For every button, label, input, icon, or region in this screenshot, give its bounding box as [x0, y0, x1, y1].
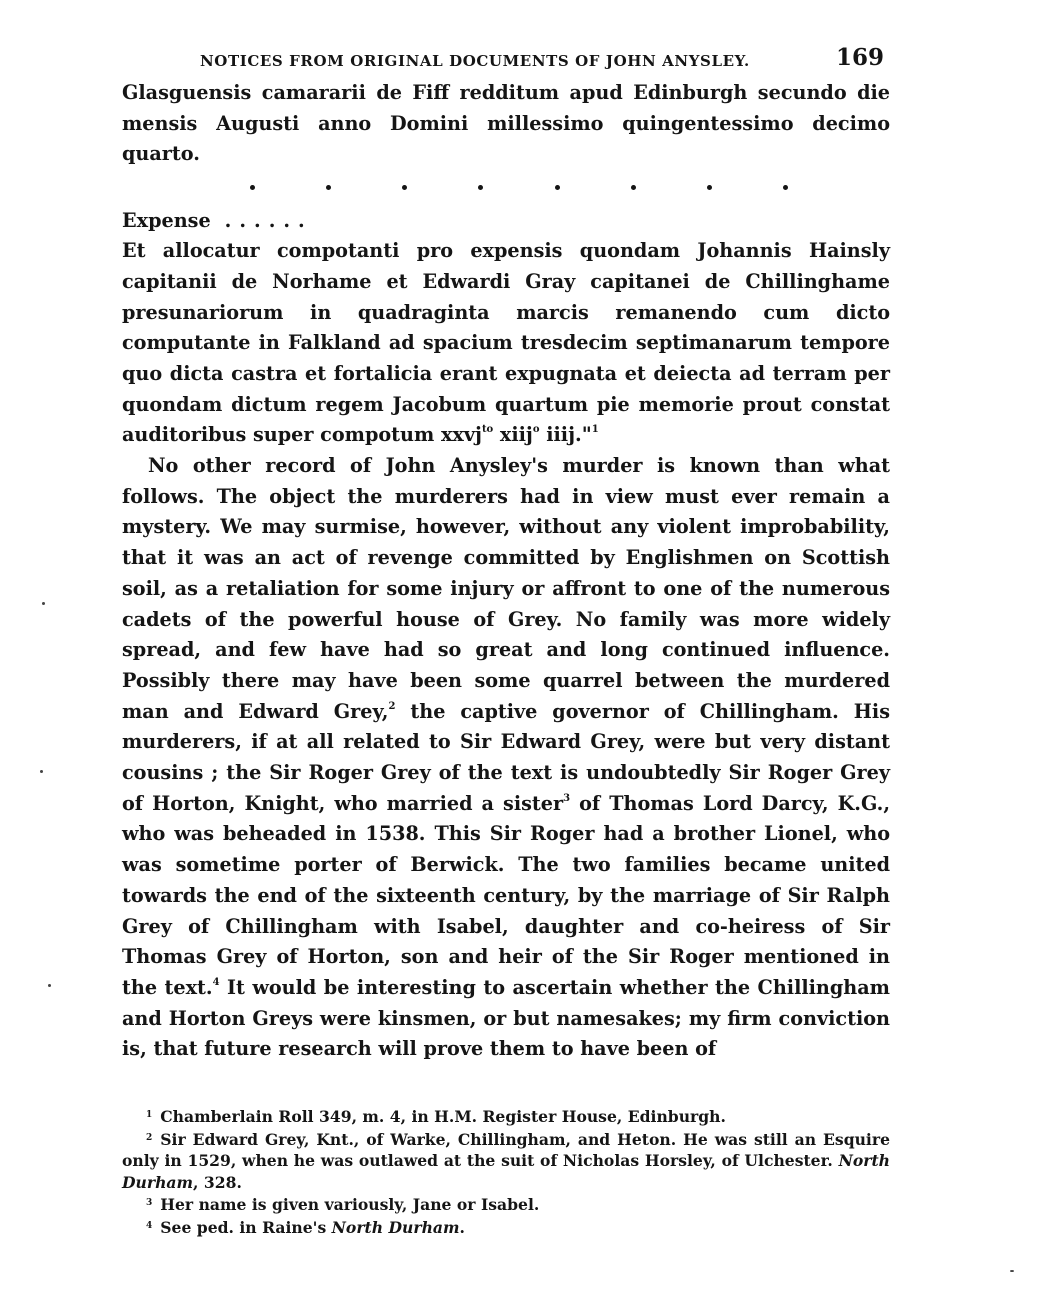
footnote-marker: 4	[146, 1221, 153, 1232]
expense-tail: iiij."	[539, 423, 592, 447]
paragraph-part-1: No other record of John Anysley's murder is known than what follows. The object the murderers had in view must ever remain a mystery. We may surmise, however, without any violent improbability, that it was an act of revenge committed by Englishmen on Scottish soil, as a retaliation for some injury or affront to one of the numerous cadets of the powerful house of Grey. No family was more widely spread, and few have had so great and long continued influence. Possibly there may have been some quarrel between the murdered man and Edward Grey,	[122, 454, 890, 723]
footnote-italic-title: North Durham	[331, 1218, 460, 1238]
scan-speck	[40, 770, 43, 773]
omission-dot	[326, 185, 331, 190]
expense-dots: ......	[224, 209, 313, 233]
running-title: NOTICES FROM ORIGINAL DOCUMENTS OF JOHN ANYSLEY.	[200, 52, 750, 70]
footnote-4	[122, 1216, 890, 1239]
scan-speck	[1010, 1270, 1014, 1272]
footnote-3	[122, 1193, 890, 1216]
omission-dot	[631, 185, 636, 190]
paragraph-part-3: of Thomas Lord Darcy, K.G., who was beheaded in 1538. This Sir Roger had a brother Lionel, who was sometime porter of Berwick. The two families became united towards the end of the sixteenth century, by the marriage of Sir Ralph Grey of Chillingham with Isabel, daughter and co-heiress of Sir Thomas Grey of Horton, son and heir of the Sir Roger mentioned in the text.	[122, 791, 891, 999]
omission-dot	[707, 185, 712, 190]
footnote-tail: , 328.	[193, 1172, 242, 1192]
footnote-ref-4: 4	[212, 976, 220, 988]
footnote-italic-title: North Durham	[122, 1151, 890, 1192]
scan-speck	[42, 602, 45, 605]
expense-sup-to: to	[481, 424, 494, 436]
expense-heading	[122, 206, 890, 236]
omission-dots	[122, 170, 890, 204]
footnotes	[122, 1105, 890, 1239]
page-number: 169	[835, 44, 884, 71]
expense-entry	[122, 236, 890, 451]
paragraph-part-2: the captive governor of Chillingham. His murderers, if at all related to Sir Edward Grey, were but very distant cousins ; the Sir Roger Grey of the text is undoubtedly Sir Roger Grey of Horton, Knight, who married a sister	[122, 699, 890, 815]
footnote-marker: 3	[146, 1198, 153, 1209]
footnote-ref-1: 1	[591, 424, 599, 436]
running-head	[122, 44, 890, 78]
footnote-2	[122, 1128, 890, 1194]
book-page	[122, 44, 890, 1239]
footnote-marker: 1	[146, 1110, 153, 1121]
footnote-tail: .	[459, 1218, 465, 1238]
expense-sup-o: o	[532, 424, 540, 436]
footnote-ref-3: 3	[563, 792, 571, 804]
footnote-text: See ped. in Raine's	[160, 1218, 332, 1238]
expense-label: Expense	[122, 209, 211, 233]
main-paragraph	[122, 451, 890, 1065]
footnote-marker: 2	[146, 1132, 153, 1143]
omission-dot	[402, 185, 407, 190]
paragraph-part-4: It would be interesting to ascertain whether the Chillingham and Horton Greys were kinsmen, or but namesakes; my firm conviction is, that future research will prove them to have been of	[122, 975, 890, 1061]
latin-continuation: Glasguensis camararii de Fiff redditum apud Edinburgh secundo die mensis Augusti anno Domini millessimo quingentessimo decimo quarto.	[122, 81, 890, 166]
footnote-text: Her name is given variously, Jane or Isabel.	[160, 1195, 540, 1215]
scan-speck	[48, 984, 51, 987]
footnote-1	[122, 1105, 890, 1128]
footnote-text: Sir Edward Grey, Knt., of Warke, Chillingham, and Heton. He was still an Esquire only in 1529, when he was outlawed at the suit of Nicholas Horsley, of Ulchester.	[122, 1129, 890, 1171]
omission-dot	[783, 185, 788, 190]
footnote-ref-2: 2	[388, 700, 396, 712]
omission-dot	[555, 185, 560, 190]
expense-entry-text: Et allocatur compotanti pro expensis quondam Johannis Hainsly capitanii de Norhame et Edwardi Gray capitanei de Chillinghame presunariorum in quadraginta marcis remanendo cum dicto computante in Falkland ad spacium tresdecim septimanarum tempore quo dicta castra et fortalicia erant expugnata et deiecta ad terram per quondam dictum regem Jacobum quartum pie memorie prout constat auditoribus super compotum xxvj	[122, 239, 890, 447]
omission-dot	[478, 185, 483, 190]
footnote-text: Chamberlain Roll 349, m. 4, in H.M. Register House, Edinburgh.	[160, 1107, 726, 1127]
omission-dot	[250, 185, 255, 190]
expense-xiij: xiij	[493, 423, 533, 447]
